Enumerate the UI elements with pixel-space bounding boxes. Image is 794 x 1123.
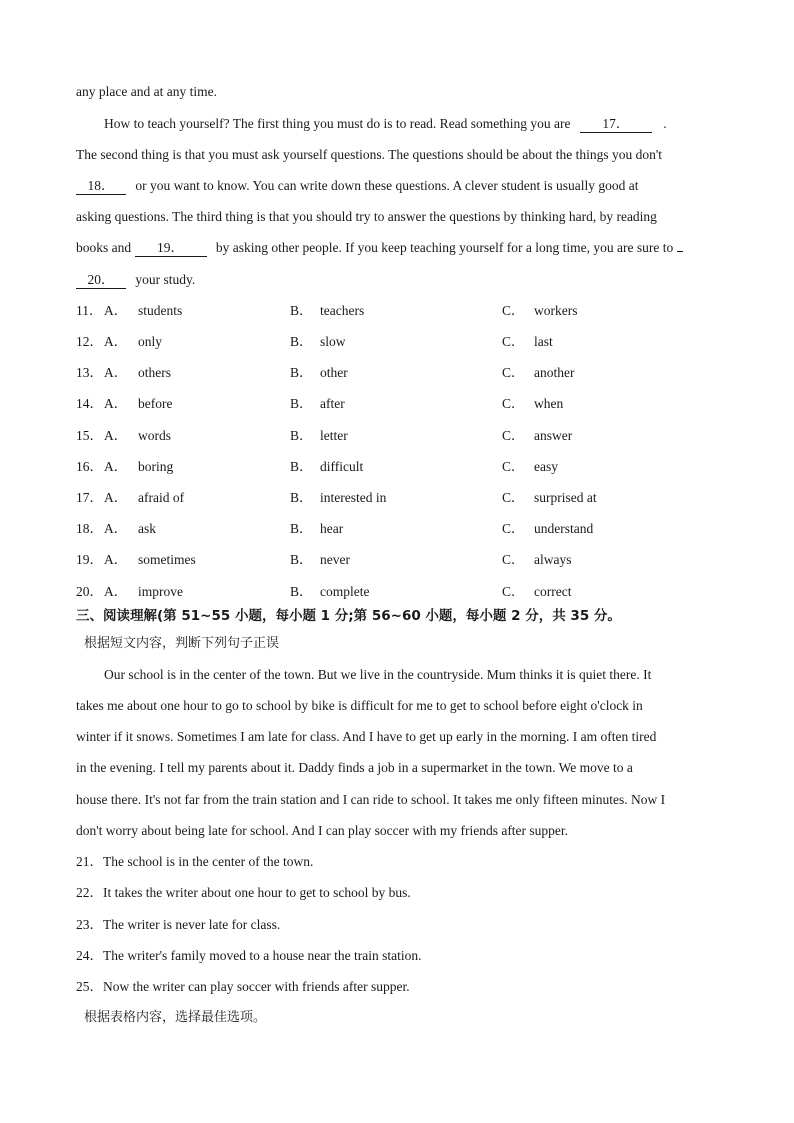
option-c: last xyxy=(534,334,553,349)
passage2-line: house there. It's not far from the train station and I can ride to school. It takes me only fifteen minutes. Now I xyxy=(76,792,666,807)
option-b-label: B． xyxy=(290,396,313,411)
passage1-line xyxy=(76,271,195,289)
option-b-label: B． xyxy=(290,552,313,567)
option-c: workers xyxy=(534,303,578,318)
blank-underline xyxy=(677,251,683,252)
option-c-label: C． xyxy=(502,428,525,443)
option-b: letter xyxy=(320,428,348,443)
passage1-text: by asking other people. If you keep teaching yourself for a long time, you are sure to xyxy=(215,240,674,255)
passage1-text: or you want to know. You can write down these questions. A clever student is usually good at xyxy=(135,178,639,193)
option-c-label: C． xyxy=(502,303,525,318)
option-a: others xyxy=(138,365,171,380)
option-a: improve xyxy=(138,584,183,599)
passage1-line xyxy=(76,177,638,195)
option-b: interested in xyxy=(320,490,387,505)
option-b-label: B． xyxy=(290,490,313,505)
option-c-label: C． xyxy=(502,490,525,505)
option-b: difficult xyxy=(320,459,364,474)
passage1-text: How to teach yourself? The first thing you must do is to read. Read something you are xyxy=(104,116,571,131)
passage1-line: any place and at any time. xyxy=(76,84,217,99)
option-c-label: C． xyxy=(502,584,525,599)
option-c: easy xyxy=(534,459,558,474)
option-c: always xyxy=(534,552,572,567)
option-c-label: C． xyxy=(502,521,525,536)
option-c: another xyxy=(534,365,575,380)
statement: 25．Now the writer can play soccer with friends after supper. xyxy=(76,979,410,994)
option-a-label: A． xyxy=(104,428,128,443)
option-a-label: A． xyxy=(104,459,128,474)
option-a: sometimes xyxy=(138,552,196,567)
option-b: never xyxy=(320,552,350,567)
option-b: teachers xyxy=(320,303,365,318)
option-a-label: A． xyxy=(104,303,128,318)
option-a: students xyxy=(138,303,183,318)
question-number: 12． xyxy=(76,334,103,349)
option-c-label: C． xyxy=(502,459,525,474)
option-c: correct xyxy=(534,584,572,599)
question-number: 11． xyxy=(76,303,103,318)
option-a: afraid of xyxy=(138,490,185,505)
option-b-label: B． xyxy=(290,428,313,443)
option-a-label: A． xyxy=(104,521,128,536)
option-a-label: A． xyxy=(104,334,128,349)
option-b-label: B． xyxy=(290,521,313,536)
passage1-line xyxy=(76,239,683,257)
question-number: 15． xyxy=(76,428,103,443)
option-c: answer xyxy=(534,428,573,443)
option-a: boring xyxy=(138,459,174,474)
passage1-text: books and xyxy=(76,240,132,255)
option-b: slow xyxy=(320,334,346,349)
statement: 21．The school is in the center of the town. xyxy=(76,854,314,869)
passage2-line: winter if it snows. Sometimes I am late for class. And I have to get up early in the morning. I am often tired xyxy=(76,729,657,744)
option-c: surprised at xyxy=(534,490,597,505)
statement: 22．It takes the writer about one hour to get to school by bus. xyxy=(76,885,411,900)
option-a: words xyxy=(138,428,171,443)
passage2-line: don't worry about being late for school. And I can play soccer with my friends after supper. xyxy=(76,823,569,838)
option-b: after xyxy=(320,396,345,411)
passage2-line: takes me about one hour to go to school by bike is difficult for me to get to school before eight o'clock in xyxy=(76,698,643,713)
question-number: 17． xyxy=(76,490,103,505)
question-number: 14． xyxy=(76,396,103,411)
option-a-label: A． xyxy=(104,584,128,599)
blank-20: 20． xyxy=(76,272,126,289)
option-a-label: A． xyxy=(104,396,128,411)
passage2-line: in the evening. I tell my parents about it. Daddy finds a job in a supermarket in the town. We move to a xyxy=(76,760,633,775)
blank-19: 19． xyxy=(135,240,207,257)
option-c: when xyxy=(534,396,564,411)
option-a-label: A． xyxy=(104,365,128,380)
blank-17: 17． xyxy=(580,116,652,133)
option-b-label: B． xyxy=(290,334,313,349)
option-c-label: C． xyxy=(502,365,525,380)
passage1-line: The second thing is that you must ask yourself questions. The questions should be about the things you don't xyxy=(76,147,663,162)
passage1-line: asking questions. The third thing is that you should try to answer the questions by thinking hard, by reading xyxy=(76,209,657,224)
question-number: 13． xyxy=(76,365,103,380)
statement: 23．The writer is never late for class. xyxy=(76,917,281,932)
option-a: ask xyxy=(138,521,156,536)
option-a-label: A． xyxy=(104,490,128,505)
option-c-label: C． xyxy=(502,334,525,349)
passage2-line: Our school is in the center of the town. But we live in the countryside. Mum thinks it is quiet there. It xyxy=(104,667,652,682)
section-instruction: 根据短文内容，判断下列句子正误 xyxy=(84,636,280,651)
passage1-line xyxy=(104,115,667,133)
passage1-text: your study. xyxy=(135,272,196,287)
option-b-label: B． xyxy=(290,459,313,474)
option-a: only xyxy=(138,334,163,349)
option-b-label: B． xyxy=(290,365,313,380)
option-b: other xyxy=(320,365,348,380)
passage1-text: . xyxy=(663,116,667,131)
option-b-label: B． xyxy=(290,584,313,599)
question-number: 16． xyxy=(76,459,103,474)
question-number: 19． xyxy=(76,552,103,567)
option-a-label: A． xyxy=(104,552,128,567)
option-b: complete xyxy=(320,584,370,599)
question-number: 18． xyxy=(76,521,103,536)
blank-18: 18． xyxy=(76,178,126,195)
option-b: hear xyxy=(320,521,344,536)
section-title: 三、阅读理解(第 51~55 小题，每小题 1 分;第 56~60 小题，每小题 2 分，共 35 分。 xyxy=(76,608,621,624)
table-instruction: 根据表格内容，选择最佳选项。 xyxy=(84,1010,267,1025)
question-number: 20． xyxy=(76,584,103,599)
option-a: before xyxy=(138,396,173,411)
option-c-label: C． xyxy=(502,396,525,411)
option-c: understand xyxy=(534,521,594,536)
option-b-label: B． xyxy=(290,303,313,318)
option-c-label: C． xyxy=(502,552,525,567)
statement: 24．The writer's family moved to a house near the train station. xyxy=(76,948,422,963)
